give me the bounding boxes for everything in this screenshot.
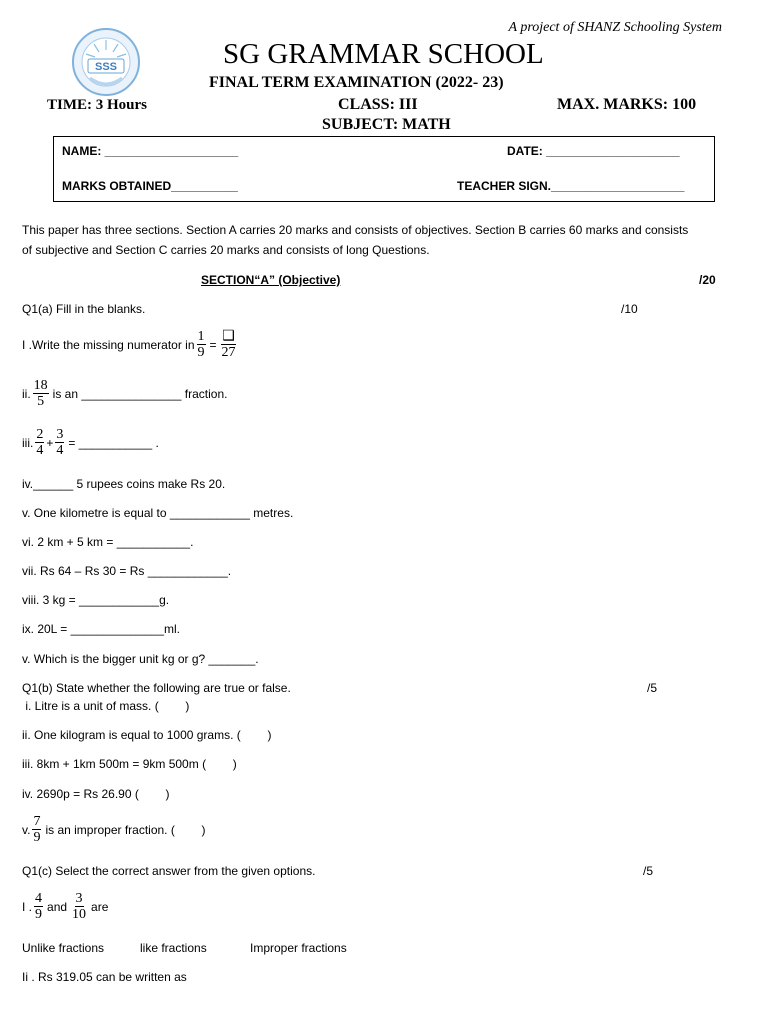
q1a-item-viii: viii. 3 kg = ____________g. [22,593,170,607]
exam-time: TIME: 3 Hours [47,97,148,113]
fraction: $\frac{3}{4}$ [56,427,64,458]
fraction: $\frac{2}{4}$ [36,427,44,458]
section-a-title: SECTION“A” (Objective) [201,273,341,287]
q1a-i-text: I .Write the missing numerator in [22,337,195,352]
q1b-item-ii: ii. One kilogram is equal to 1000 grams. ( ) [22,728,272,742]
q1a-item-v: v. One kilometre is equal to ____________ metres. [22,506,294,520]
school-logo [70,26,142,98]
exam-title: FINAL TERM EXAMINATION (2022- 23) [209,74,504,91]
fraction: $\frac{4}{9}$ [35,891,43,922]
fraction: $\frac{18}{5}$ [33,378,48,409]
q1b-item-v: v. $\frac{7}{9}$ is an improper fraction. ( ) [22,814,206,845]
q1a-marks: /10 [621,302,638,316]
teacher-sign-field[interactable]: TEACHER SIGN.____________________ [457,179,685,193]
project-line: A project of SHANZ Schooling System [508,20,722,35]
q1b-item-iii: iii. 8km + 1km 500m = 9km 500m ( ) [22,757,237,771]
fraction: $\frac{1}{9}$ [197,329,205,360]
section-a-marks: /20 [699,273,716,287]
logo-text: SSS [94,61,118,73]
q1c-option-like: like fractions [140,941,207,955]
q1a-item-i: I .Write the missing numerator in $\frac{1}{9}$ = $\frac{❑}{27}$ [22,329,236,360]
q1c-option-improper: Improper fractions [250,941,347,955]
q1b-marks: /5 [647,681,658,695]
q1a-item-x: v. Which is the bigger unit kg or g? _______. [22,652,259,666]
q1c-marks: /5 [643,864,654,878]
fraction: $\frac{7}{9}$ [33,814,41,845]
fraction: $\frac{3}{10}$ [72,891,87,922]
name-field[interactable]: NAME: ____________________ [62,144,239,158]
q1a-item-vi: vi. 2 km + 5 km = ___________. [22,535,194,549]
q1c-option-unlike: Unlike fractions [22,941,105,955]
exam-subject: SUBJECT: MATH [322,116,451,133]
q1a-item-ix: ix. 20L = ______________ml. [22,622,181,636]
q1b-title: Q1(b) State whether the following are true or false. [22,681,291,695]
max-marks: MAX. MARKS: 100 [557,96,697,113]
date-field[interactable]: DATE: ____________________ [507,144,680,158]
q1a-item-iv: iv.______ 5 rupees coins make Rs 20. [22,477,226,491]
school-name: SG GRAMMAR SCHOOL [223,38,544,70]
marks-obtained-field[interactable]: MARKS OBTAINED__________ [62,179,238,193]
q1c-item-i: I . $\frac{4}{9}$ and $\frac{3}{10}$ are [22,891,109,922]
instructions-line-2: of subjective and Section C carries 20 marks and consists of long Questions. [22,243,430,257]
q1b-item-i: i. Litre is a unit of mass. ( ) [22,699,190,713]
exam-class: CLASS: III [338,96,418,113]
q1c-item-ii: Ii . Rs 319.05 can be written as [22,970,187,984]
q1c-title: Q1(c) Select the correct answer from the given options. [22,864,316,878]
q1a-item-ii: ii. $\frac{18}{5}$ is an _______________ fraction. [22,378,228,409]
fraction: $\frac{❑}{27}$ [221,329,236,360]
q1a-item-vii: vii. Rs 64 – Rs 30 = Rs ____________. [22,564,232,578]
q1b-item-iv: iv. 2690p = Rs 26.90 ( ) [22,787,170,801]
q1a-title: Q1(a) Fill in the blanks. [22,302,146,316]
instructions-line-1: This paper has three sections. Section A carries 20 marks and consists of objectives. Section B carries 60 marks and consists [22,223,689,237]
q1a-item-iii: iii. $\frac{2}{4}$ + $\frac{3}{4}$ = ___________ . [22,427,159,458]
